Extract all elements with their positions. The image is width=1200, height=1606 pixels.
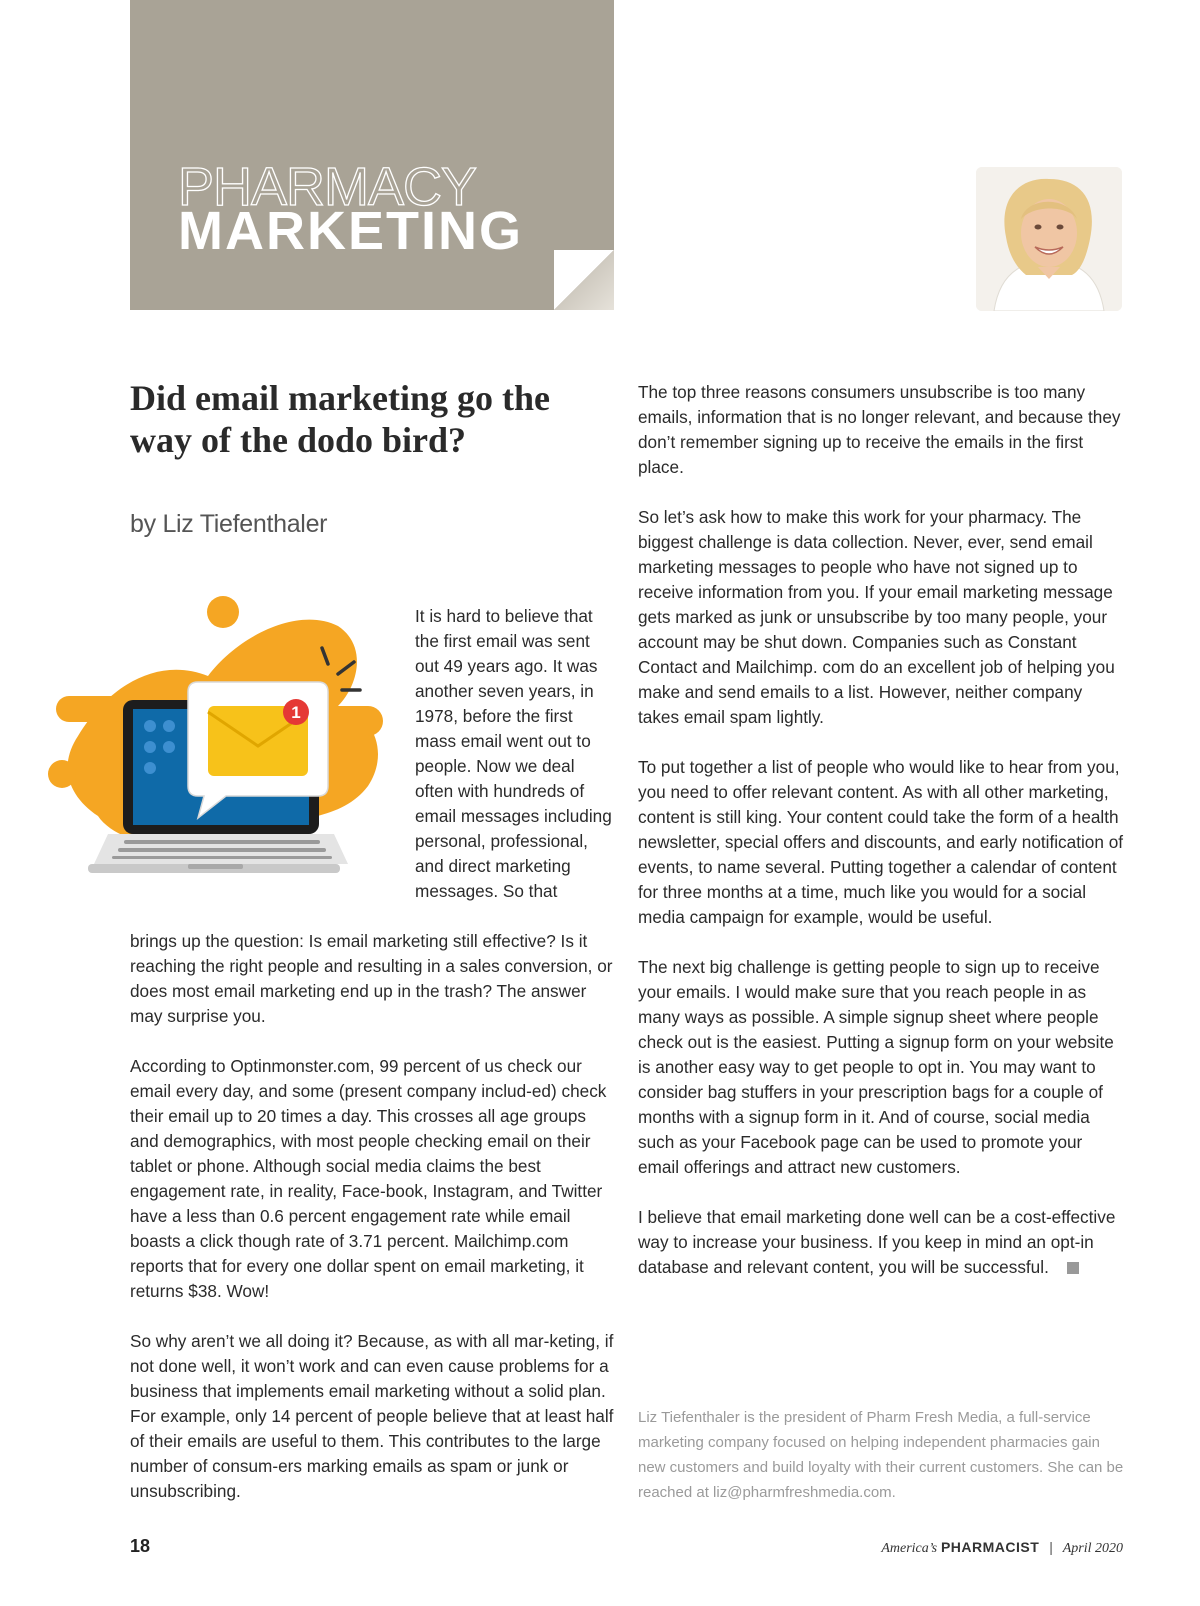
author-bio: Liz Tiefenthaler is the president of Pharm Fresh Media, a full-service marketing company focused on helping independent pharmacies gain new customers and build loyalty with their current customers. She can be reached at liz@pharmfreshmedia.com.	[638, 1409, 1124, 1501]
article-paragraph: brings up the question: Is email marketing still effective? Is it reaching the right people and resulting in a sales conversion, or does most email marketing end up in the trash? The answer may surprise you.	[130, 931, 613, 1026]
page-number: 18	[130, 1536, 151, 1556]
page-curl-decoration	[554, 250, 614, 310]
article-final-text: I believe that email marketing done well can be a cost-effective way to increase your business. If you keep in mind an opt-in database and relevant content, you will be successful.	[638, 1207, 1116, 1277]
article-paragraph: According to Optinmonster.com, 99 percent of us check our email every day, and some (present company includ-ed) check their email up to 20 times a day. This crosses all age groups and demographics, with most people checking email on their tablet or phone. Although social media claims the best engagement rate, in reality, Face-book, Instagram, and Twitter have a less than 0.6 percent engagement rate while email boasts a click though rate of 3.71 percent. Mailchimp.com reports that for every one dollar spent on email marketing, it returns $38. Wow!	[130, 1056, 607, 1301]
section-kicker: PHARMACY	[178, 157, 477, 217]
article-right-column	[638, 380, 1126, 1280]
article-paragraph: So let’s ask how to make this work for your pharmacy. The biggest challenge is data collection. Never, ever, send email marketing messages to people who have not signed up to receive information from you. If your email marketing message gets marked as junk or unsubscribe by too many people, your account may be shut down. Companies such as Constant Contact and Mailchimp. com do an excellent job of helping you make and send emails to a list. However, neither company takes email spam lightly.	[638, 507, 1115, 727]
article-paragraph: So why aren’t we all doing it? Because, as with all mar-keting, if not done well, it won’t work and can even cause problems for a business that implements email marketing without a solid plan. For example, only 14 percent of people believe that at least half of their emails are useful to them. This contributes to the large number of consum-ers marking emails as spam or junk or unsubscribing.	[130, 1331, 614, 1501]
article-left-column	[130, 929, 617, 1504]
article-paragraph-final	[638, 1205, 1126, 1280]
section-banner	[130, 0, 614, 310]
publication-footer	[881, 1539, 1123, 1557]
section-title: MARKETING	[178, 201, 523, 261]
article-headline: Did email marketing go the way of the dodo bird?	[130, 378, 550, 460]
issue-date: April 2020	[1062, 1541, 1123, 1556]
publication-name: PHARMACIST	[940, 1539, 1040, 1555]
email-notification-illustration	[38, 596, 388, 906]
article-paragraph: The top three reasons consumers unsubscribe is too many emails, information that is no longer relevant, and because they don’t remember signing up to receive the emails in the first place.	[638, 382, 1121, 477]
article-intro-wrap: It is hard to believe that the first email was sent out 49 years ago. It was another seven years, in 1978, before the first mass email went out to people. Now we deal often with hundreds of email messages including personal, professional, and direct marketing messages. So that	[415, 606, 612, 901]
article-paragraph: To put together a list of people who would like to hear from you, you need to offer relevant content. As with all other marketing, content is still king. Your content could take the form of a health newsletter, special offers and discounts, and early notification of events, to name several. Putting together a calendar of content for three months at a time, much like you would for a social media campaign for example, would be useful.	[638, 757, 1124, 927]
publication-prefix: America’s	[881, 1541, 938, 1556]
article-paragraph: The next big challenge is getting people to sign up to receive your emails. I would make sure that you reach people in as many ways as possible. A simple signup sheet where people check out is the easiest. Putting a signup form on your website is another easy way to get people to opt in. You may want to consider bag stuffers in your prescription bags for a couple of months with a signup form in it. And of course, social media such as your Facebook page can be used to promote your email offerings and attract new customers.	[638, 957, 1114, 1177]
footer-separator: |	[1049, 1539, 1053, 1555]
author-photo	[976, 167, 1122, 311]
notification-badge-count: 1	[291, 703, 301, 722]
end-of-article-mark	[1067, 1262, 1079, 1274]
article-byline: by Liz Tiefenthaler	[130, 510, 328, 538]
